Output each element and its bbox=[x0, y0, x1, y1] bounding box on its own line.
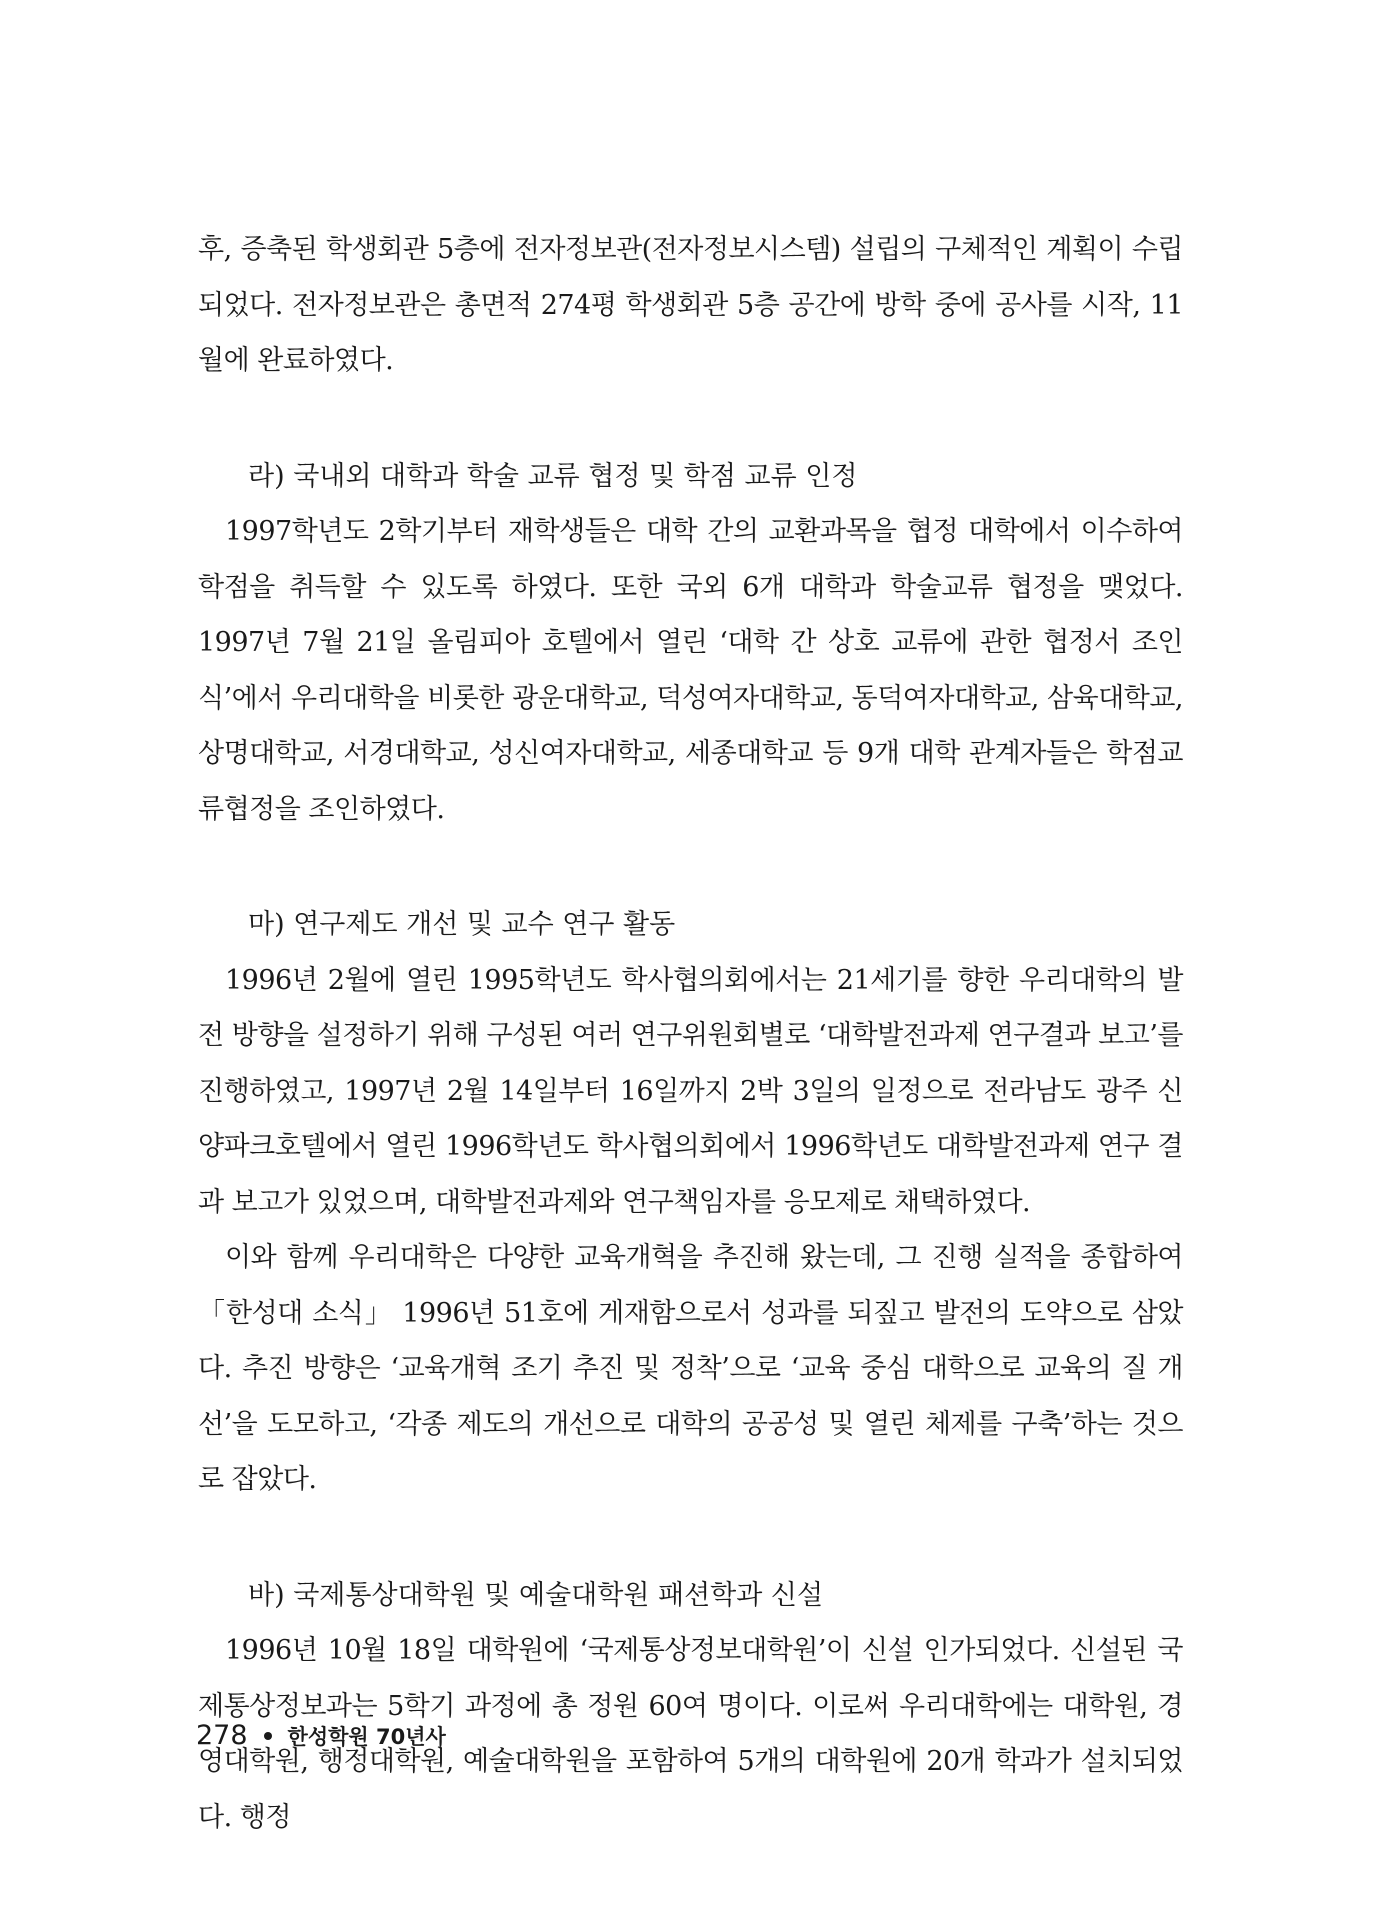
paragraph: 1996년 2월에 열린 1995학년도 학사협의회에서는 21세기를 향한 우리대학의 발전 방향을 설정하기 위해 구성된 여러 연구위원회별로 ‘대학발전과제 연구결과 보고’를 진행하였고, 1997년 2월 14일부터 16일까지 2박 3일의 일정으로 전라남도 광주 신양파크호텔에서 열린 1996학년도 학사협의회에서 1996학년도 대학발전과제 연구 결과 보고가 있었으며, 대학발전과제와 연구책임자를 응모제로 채택하였다. bbox=[198, 964, 1183, 1218]
paragraph: 1996년 10월 18일 대학원에 ‘국제통상정보대학원’이 신설 인가되었다. 신설된 국제통상정보과는 5학기 과정에 총 정원 60여 명이다. 이로써 우리대학에는 대학원, 경영대학원, 행정대학원, 예술대학원을 포함하여 5개의 대학원에 20개 학과가 설치되었다. 행정 bbox=[198, 1635, 1183, 1833]
section-heading: 바) 국제통상대학원 및 예술대학원 패션학과 신설 bbox=[248, 1579, 824, 1611]
section-gap bbox=[198, 1508, 1183, 1568]
section-gap bbox=[198, 389, 1183, 449]
paragraph: 후, 증축된 학생회관 5층에 전자정보관(전자정보시스템) 설립의 구체적인 계획이 수립되었다. 전자정보관은 총면적 274평 학생회관 5층 공간에 방학 중에 공사를 시작, 11월에 완료하였다. bbox=[198, 234, 1183, 376]
section-heading: 라) 국내외 대학과 학술 교류 협정 및 학점 교류 인정 bbox=[248, 460, 858, 492]
page-footer bbox=[196, 1720, 446, 1751]
bullet-separator-icon bbox=[264, 1732, 272, 1740]
book-title: 한성학원 70년사 bbox=[287, 1724, 446, 1749]
page-number: 278 bbox=[196, 1720, 248, 1751]
paragraph: 1997학년도 2학기부터 재학생들은 대학 간의 교환과목을 협정 대학에서 이수하여 학점을 취득할 수 있도록 하였다. 또한 국외 6개 대학과 학술교류 협정을 맺었다. 1997년 7월 21일 올림피아 호텔에서 열린 ‘대학 간 상호 교류에 관한 협정서 조인식’에서 우리대학을 비롯한 광운대학교, 덕성여자대학교, 동덕여자대학교, 삼육대학교, 상명대학교, 서경대학교, 성신여자대학교, 세종대학교 등 9개 대학 관계자들은 학점교류협정을 조인하였다. bbox=[198, 516, 1183, 825]
section-gap bbox=[198, 837, 1183, 897]
section-heading: 마) 연구제도 개선 및 교수 연구 활동 bbox=[248, 909, 676, 940]
paragraph: 이와 함께 우리대학은 다양한 교육개혁을 추진해 왔는데, 그 진행 실적을 종합하여 「한성대 소식」 1996년 51호에 게재함으로서 성과를 되짚고 발전의 도약으로 삼았다. 추진 방향은 ‘교육개혁 조기 추진 및 정착’으로 ‘교육 중심 대학으로 교육의 질 개선’을 도모하고, ‘각종 제도의 개선으로 대학의 공공성 및 열린 체제를 구축’하는 것으로 잡았다. bbox=[198, 1242, 1183, 1495]
page-body bbox=[198, 222, 1183, 1845]
